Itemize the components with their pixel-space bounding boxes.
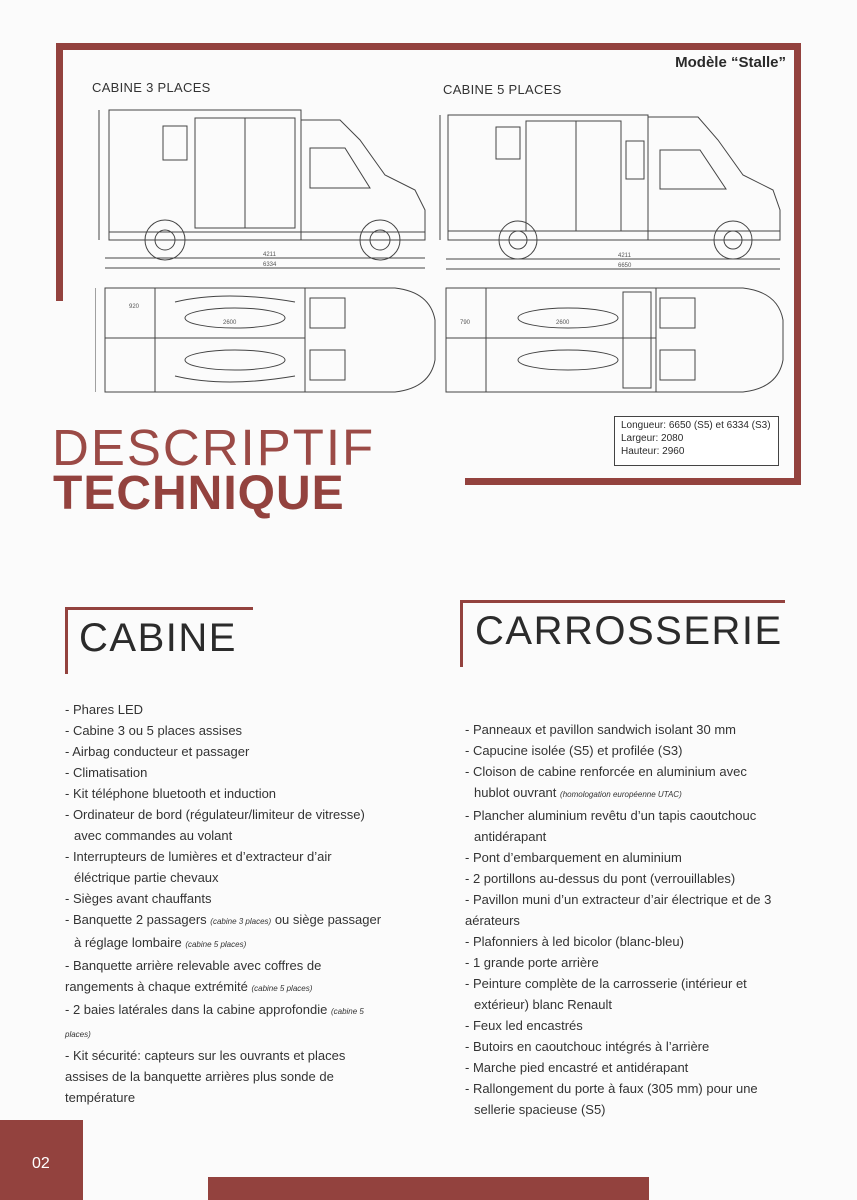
list-item: - Cabine 3 ou 5 places assises [65,723,243,738]
footer-bar [208,1177,649,1200]
cabine-bracket-left [65,607,68,674]
list-item-note: (cabine 5 places) [251,984,313,993]
list-item: - Phares LED [65,702,144,717]
frame-left-border [56,43,63,301]
cabin-5-label: CABINE 5 PLACES [443,82,562,97]
list-item [465,782,815,805]
list-item: - Interrupteurs de lumières et d’extracteur d’air [65,849,332,864]
s5-length-dim2: 6650 [618,263,632,269]
list-item: - Plancher aluminium revêtu d’un tapis caoutchouc [465,808,757,823]
frame-top-border [56,43,801,50]
list-item [465,994,815,1015]
list-item-note: (cabine 3 places) [210,917,272,926]
list-item-continuation: sellerie spacieuse (S5) [474,1102,606,1117]
list-item [65,867,435,888]
list-item: - Kit sécurité: capteurs sur les ouvrants et places [65,1048,346,1063]
carrosserie-spec-list [465,719,815,1120]
list-item [65,1022,435,1045]
s3-stall-width: 920 [129,304,140,310]
carrosserie-bracket-top [460,600,785,603]
list-item-continuation: éléctrique partie chevaux [74,870,219,885]
list-item: - Plafonniers à led bicolor (blanc-bleu) [465,934,684,949]
dim-width: Largeur: 2080 [621,433,684,444]
title-line-2: TECHNIQUE [53,467,345,520]
list-item-continuation: rangements à chaque extrémité [65,979,248,994]
list-item [65,909,435,932]
list-item-continuation: antidérapant [474,829,547,844]
list-item-continuation: extérieur) blanc Renault [474,997,613,1012]
list-item [65,999,435,1022]
list-item: assises de la banquette arrières plus sonde de [65,1069,334,1084]
s3-stall-dim: 2600 [223,320,237,326]
list-item-note: places) [65,1030,91,1039]
model-label: Modèle “Stalle” [675,54,786,71]
van-side-view-5-places [438,105,788,275]
van-top-view-5-places [438,280,788,405]
list-item: - 2 portillons au-dessus du pont (verrouillables) [465,871,736,886]
list-item [65,932,435,955]
list-item-note: (cabine 5 [330,1007,364,1016]
list-item: - Capucine isolée (S5) et profilée (S3) [465,743,683,758]
list-item: - Airbag conducteur et passager [65,744,250,759]
list-item: aérateurs [465,913,520,928]
list-item-text: ou siège passager [271,912,382,927]
list-item: - Ordinateur de bord (régulateur/limiteur de vitresse) [65,807,365,822]
list-item-continuation: à réglage lombaire [74,935,182,950]
list-item: - Feux led encastrés [465,1018,583,1033]
carrosserie-bracket-left [460,600,463,667]
cabine-bracket-top [65,607,253,610]
list-item: - 1 grande porte arrière [465,955,599,970]
frame-bottom-border [465,478,801,485]
frame-right-border [794,43,801,485]
list-item [465,826,815,847]
list-item: - Butoirs en caoutchouc intégrés à l’arrière [465,1039,710,1054]
dim-length: Longueur: 6650 (S5) et 6334 (S3) [621,420,771,431]
list-item [465,1099,815,1120]
s3-length-dim2: 6334 [263,262,277,268]
cabine-spec-list [65,699,435,1108]
carrosserie-heading: CARROSSERIE [475,609,783,653]
list-item: - Banquette arrière relevable avec coffres de [65,958,322,973]
cabin-3-label: CABINE 3 PLACES [92,80,211,95]
list-item [65,976,435,999]
list-item-text: - 2 baies latérales dans la cabine approfondie [65,1002,328,1017]
dim-height: Hauteur: 2960 [621,446,685,457]
s5-stall-width: 790 [460,320,471,326]
van-side-view-3-places [95,100,435,275]
list-item: - Marche pied encastré et antidérapant [465,1060,689,1075]
page-number: 02 [32,1155,50,1172]
list-item: - Pavillon muni d’un extracteur d’air électrique et de 3 [465,892,772,907]
van-top-view-3-places [95,280,440,405]
list-item: - Sièges avant chauffants [65,891,212,906]
title-line-1: DESCRIPTIF [52,419,376,476]
list-item: - Peinture complète de la carrosserie (intérieur et [465,976,747,991]
list-item-note: (homologation européenne UTAC) [560,790,682,799]
s5-length-dim1: 4211 [618,253,631,259]
list-item [65,825,435,846]
list-item: - Pont d’embarquement en aluminium [465,850,682,865]
cabine-heading: CABINE [79,616,237,660]
list-item: - Cloison de cabine renforcée en aluminium avec [465,764,747,779]
list-item-continuation: avec commandes au volant [74,828,233,843]
s3-length-dim1: 4211 [263,252,276,258]
list-item-continuation: hublot ouvrant [474,785,557,800]
list-item-text: - Banquette 2 passagers [65,912,207,927]
list-item: - Climatisation [65,765,148,780]
s5-stall-dim: 2600 [556,320,570,326]
list-item-note: (cabine 5 places) [185,940,247,949]
list-item: - Panneaux et pavillon sandwich isolant 30 mm [465,722,736,737]
dimensions-box [614,416,779,466]
list-item: - Kit téléphone bluetooth et induction [65,786,277,801]
list-item: température [65,1090,136,1105]
list-item: - Rallongement du porte à faux (305 mm) pour une [465,1081,758,1096]
